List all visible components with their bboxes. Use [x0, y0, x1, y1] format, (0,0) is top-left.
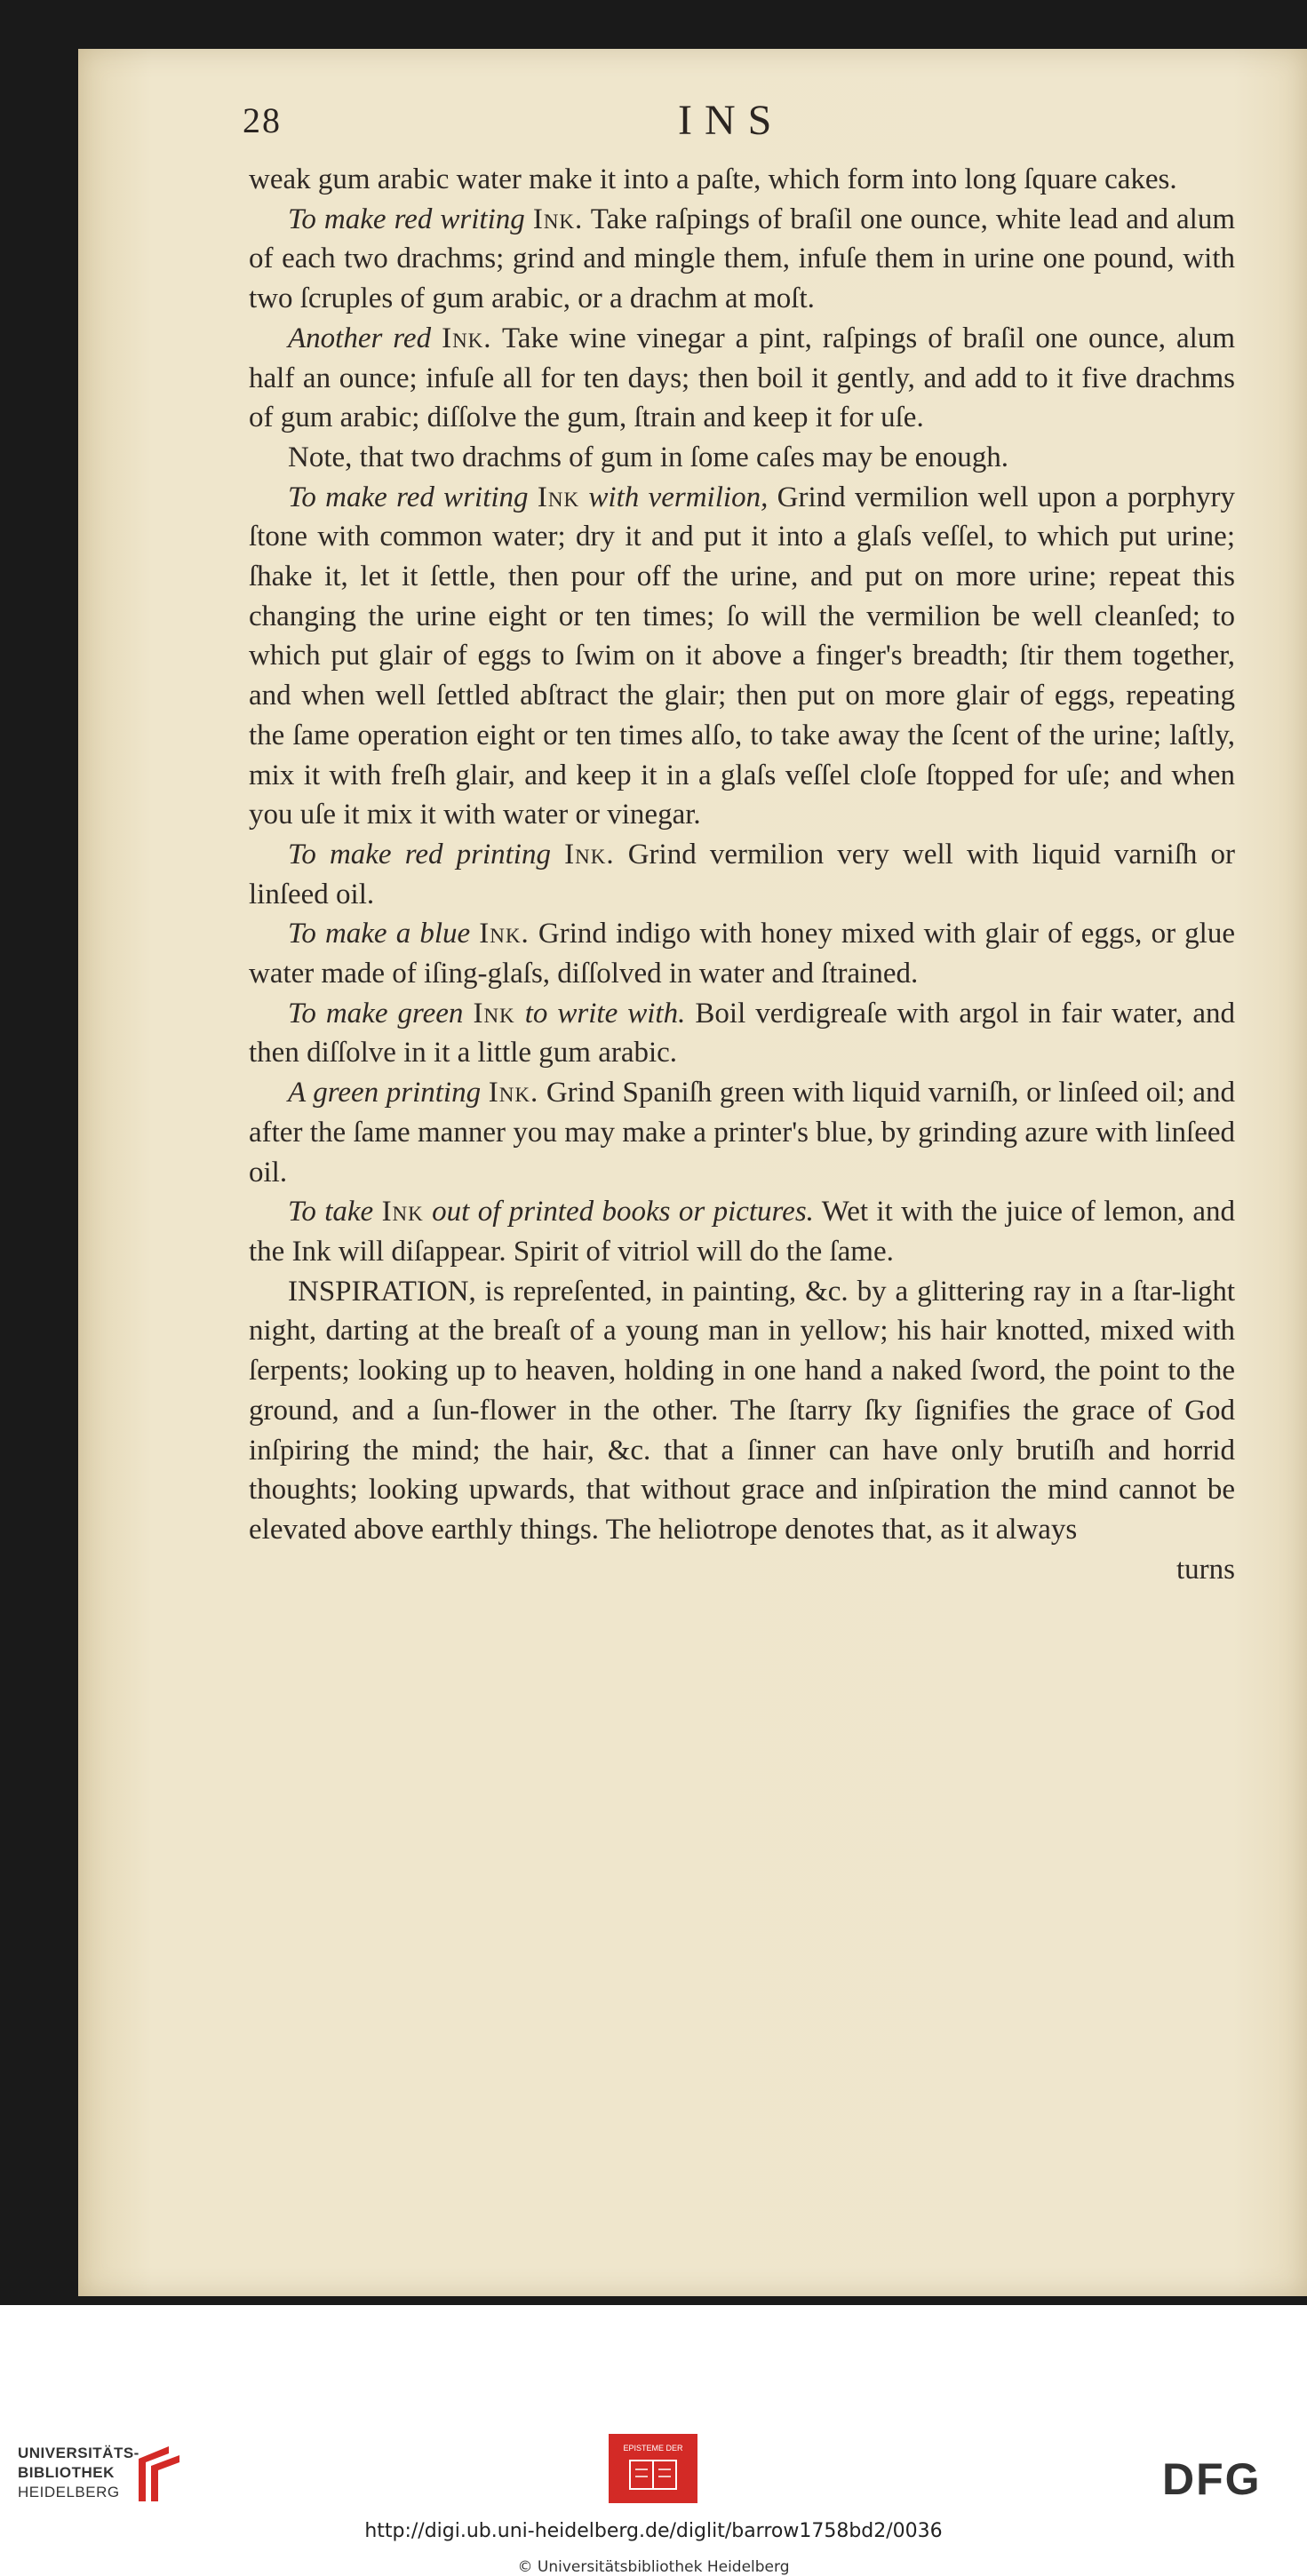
- center-logo-text: EPISTEME DER: [623, 2444, 683, 2453]
- paragraph-continuation: weak gum arabic water make it into a paſte, which form into long ſquare cakes.: [249, 163, 1177, 195]
- entry-title-cont: out of printed books or pictures.: [432, 1196, 814, 1228]
- library-name-line1: UNIVERSITÄTS-: [18, 2445, 139, 2461]
- entry-keyword: Ink.: [532, 203, 584, 235]
- entry-keyword: Ink.: [479, 918, 530, 950]
- entry-title-cont: with vermilion,: [588, 481, 769, 513]
- library-name-line3: HEIDELBERG: [18, 2484, 120, 2500]
- entry-title: To make red writing: [288, 481, 529, 513]
- paragraph-red-printing-ink: To make red printing Ink. Grind vermilion very well with liquid varniſh or linſeed oil.: [249, 838, 1236, 910]
- entry-title: To make a blue: [288, 918, 471, 950]
- entry-title: To make red writing: [288, 203, 525, 235]
- paragraph-note: Note, that two drachms of gum in ſome caſes may be enough.: [288, 441, 1009, 473]
- entry-title: To make red printing: [288, 838, 551, 871]
- copyright-notice: © Universitätsbibliothek Heidelberg: [517, 2558, 790, 2576]
- entry-keyword: Ink: [537, 481, 580, 513]
- running-head: INS: [678, 97, 785, 144]
- paragraph-another-red-ink: Another red Ink. Take wine vinegar a pint, raſpings of braſil one ounce, alum half an ounce; infuſe all for ten days; then boil it gently, and add to it five drachms of gum arabic; diſſolve the gum, ſtrain and keep it for uſe.: [249, 322, 1235, 434]
- paragraph-blue-ink: To make a blue Ink. Grind indigo with honey mixed with glair of eggs, or glue water made of iſing-glaſs, diſſolved in water and ſtrained.: [249, 918, 1235, 990]
- center-logo-icon[interactable]: [609, 2434, 697, 2503]
- entry-title: To take: [288, 1196, 374, 1228]
- entry-keyword: Ink: [473, 997, 515, 1030]
- book-emblem-icon: [626, 2457, 680, 2493]
- paragraph-red-writing-ink: To make red writing Ink. Take raſpings of braſil one ounce, white lead and alum of each two drachms; grind and mingle them, infuſe them in urine one pound, with two ſcruples of gum arabic, or a drachm at moſt.: [249, 203, 1235, 315]
- entry-title: A green printing: [288, 1077, 482, 1109]
- paragraph-green-printing-ink: A green printing Ink. Grind Spaniſh green with liquid varniſh, or linſeed oil; and after the ſame manner you may make a printer's blue, by grinding azure with linſeed oil.: [249, 1077, 1235, 1189]
- dfg-logo[interactable]: DFG: [1162, 2454, 1262, 2504]
- paragraph-inspiration: INSPIRATION, is repreſented, in painting, &c. by a glittering ray in a ſtar-light night, darting at the breaſt of a young man in yellow; his hair knotted, mixed with ſerpents; looking up to heaven, holding in one hand a naked ſword, the point to the ground, and a ſun-flower in the other. The ſtarry ſky ſignifies the grace of God inſpiring the mind; the hair, &c. that a ſinner can have only brutiſh and horrid thoughts; looking upwards, that without grace and inſpiration the mind cannot be elevated above earthly things. The heliotrope denotes that, as it always: [249, 1275, 1235, 1546]
- permalink-url[interactable]: http://digi.ub.uni-heidelberg.de/diglit/barrow1758bd2/0036: [364, 2520, 943, 2542]
- paragraph-remove-ink: To take Ink out of printed books or pictures. Wet it with the juice of lemon, and the Ink will diſappear. Spirit of vitriol will do the ſame.: [249, 1196, 1236, 1268]
- paragraph-vermilion-ink: To make red writing Ink with vermilion, Grind vermilion well upon a porphyry ſtone with common water; dry it and put it into a glaſs veſſel, to which put urine; ſhake it, let it ſettle, then pour off the urine, and put on more urine; repeat this changing the urine eight or ten times; ſo will the vermilion be well cleanſed; to which put glair of eggs to ſwim on it above a finger's breadth; ſtir them together, and when well ſettled abſtract the glair; then put on more glair of eggs, repeating the ſame operation eight or ten times alſo, to take away the ſcent of the urine; laſtly, mix it with freſh glair, and keep it in a glaſs veſſel cloſe ſtopped for uſe; and when you uſe it mix it with water or vinegar.: [249, 481, 1236, 831]
- entry-keyword: Ink: [381, 1196, 424, 1228]
- paragraph-green-ink: To make green Ink to write with. Boil verdigreaſe with argol in fair water, and then diſſolve in it a little gum arabic.: [249, 997, 1236, 1069]
- entry-title: To make green: [288, 997, 464, 1030]
- page-text: [249, 160, 1235, 1589]
- page-number: 28: [243, 100, 282, 140]
- entry-title-cont: to write with.: [524, 997, 686, 1030]
- page-header: [243, 99, 1229, 162]
- library-name-line2: BIBLIOTHEK: [18, 2464, 115, 2481]
- library-logo-icon[interactable]: [133, 2443, 183, 2505]
- entry-keyword: Ink.: [442, 322, 492, 354]
- entry-keyword: Ink.: [488, 1077, 539, 1109]
- entry-title: Another red: [288, 322, 432, 354]
- entry-keyword: Ink.: [564, 838, 615, 871]
- catchword: turns: [1176, 1553, 1235, 1586]
